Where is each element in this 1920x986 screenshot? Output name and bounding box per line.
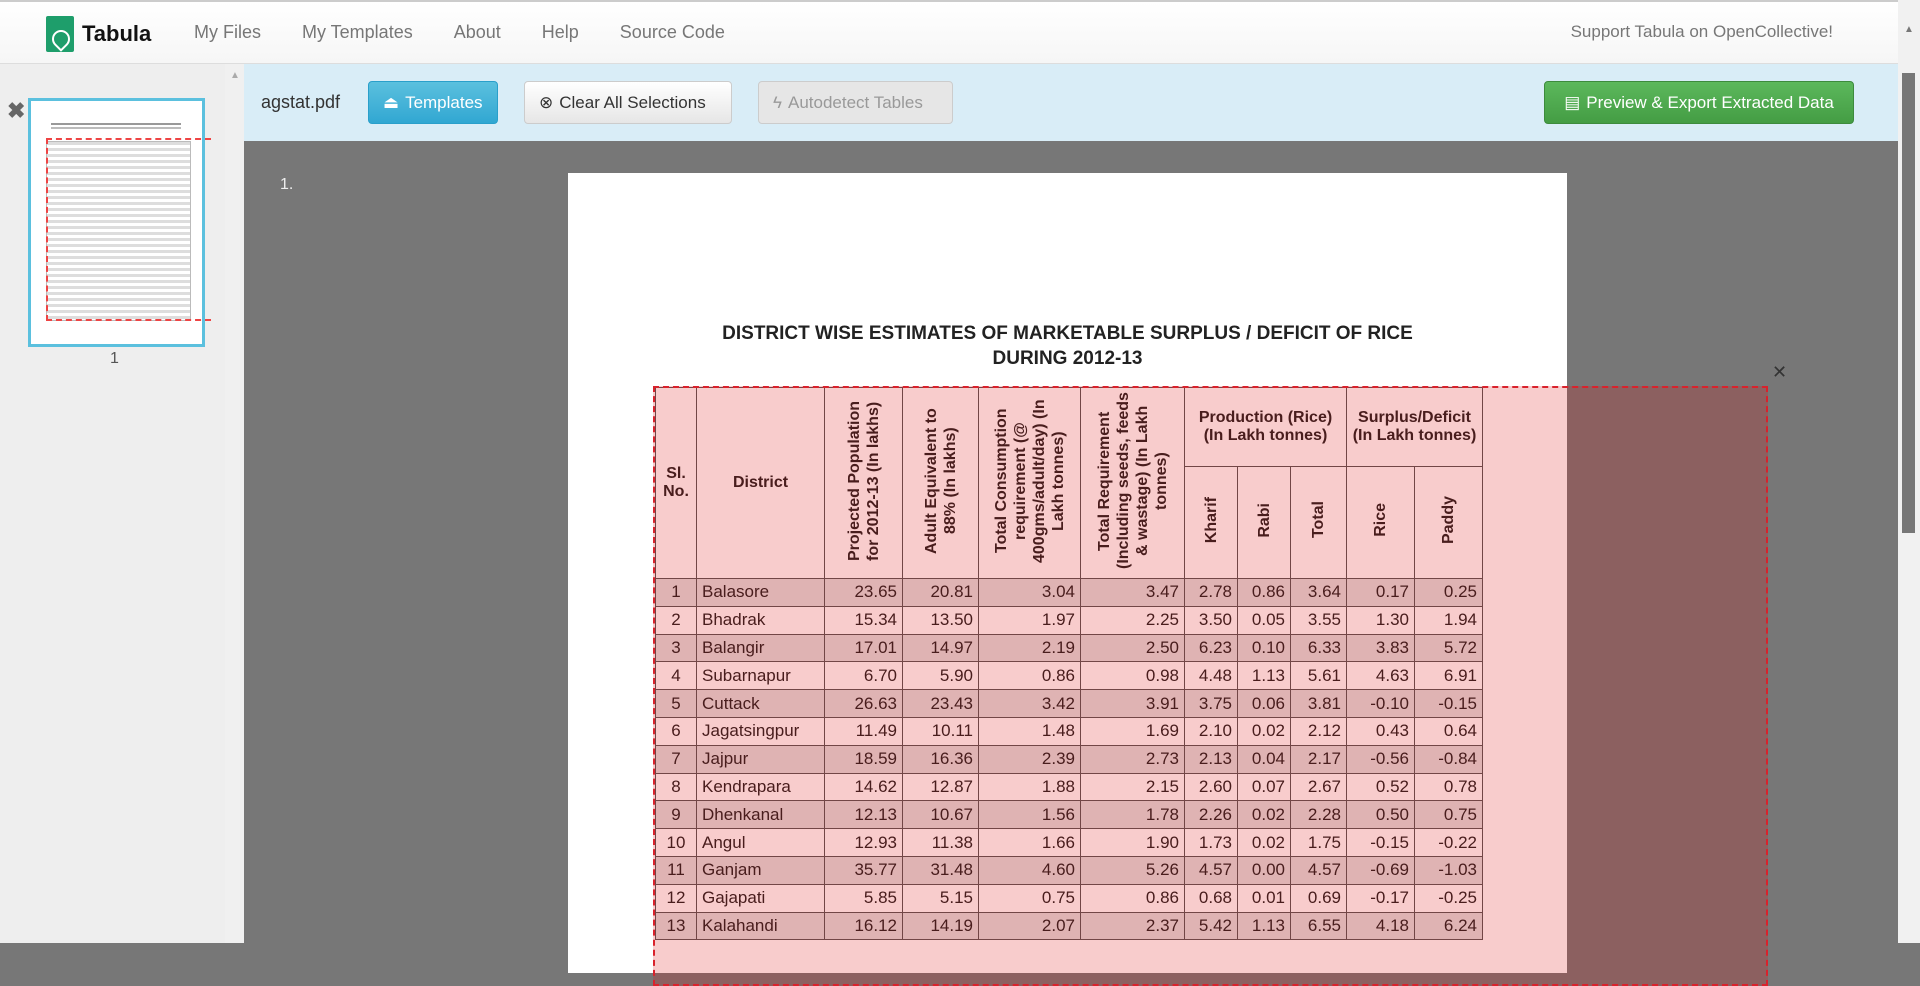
table-cell: -0.56 bbox=[1347, 745, 1415, 773]
preview-export-button[interactable] bbox=[1544, 81, 1854, 124]
table-cell: Kendrapara bbox=[697, 773, 825, 801]
table-cell: 11 bbox=[656, 856, 697, 884]
table-cell: 0.02 bbox=[1238, 717, 1291, 745]
table-cell: 6 bbox=[656, 717, 697, 745]
autodetect-tables-button[interactable] bbox=[758, 81, 953, 124]
table-cell: 0.52 bbox=[1347, 773, 1415, 801]
table-cell: Cuttack bbox=[697, 690, 825, 718]
table-cell: 3.47 bbox=[1081, 579, 1185, 607]
table-cell: 23.65 bbox=[825, 579, 903, 607]
table-cell: 20.81 bbox=[903, 579, 979, 607]
table-cell: 0.86 bbox=[1081, 884, 1185, 912]
table-cell: 2.12 bbox=[1291, 717, 1347, 745]
templates-label: Templates bbox=[405, 92, 483, 112]
table-cell: 6.70 bbox=[825, 662, 903, 690]
table-cell: 1.56 bbox=[979, 801, 1081, 829]
table-cell: 5 bbox=[656, 690, 697, 718]
table-cell: 16.12 bbox=[825, 912, 903, 940]
table-cell: 6.91 bbox=[1415, 662, 1483, 690]
table-cell: -0.25 bbox=[1415, 884, 1483, 912]
table-cell: -0.84 bbox=[1415, 745, 1483, 773]
table-cell: 3.55 bbox=[1291, 606, 1347, 634]
table-cell: 2.26 bbox=[1185, 801, 1238, 829]
table-cell: 10 bbox=[656, 829, 697, 857]
table-cell: 4 bbox=[656, 662, 697, 690]
table-cell: 1.69 bbox=[1081, 717, 1185, 745]
table-cell: 7 bbox=[656, 745, 697, 773]
table-cell: 0.50 bbox=[1347, 801, 1415, 829]
table-cell: 12.87 bbox=[903, 773, 979, 801]
scroll-up-icon[interactable]: ▲ bbox=[230, 70, 240, 81]
table-cell: 9 bbox=[656, 801, 697, 829]
table-cell: 23.43 bbox=[903, 690, 979, 718]
table-cell: 2 bbox=[656, 606, 697, 634]
header-district: District bbox=[697, 388, 825, 579]
table-cell: 2.37 bbox=[1081, 912, 1185, 940]
table-cell: 3.42 bbox=[979, 690, 1081, 718]
table-cell: -1.03 bbox=[1415, 856, 1483, 884]
table-cell: 0.69 bbox=[1291, 884, 1347, 912]
table-cell: 0.68 bbox=[1185, 884, 1238, 912]
table-cell: Dhenkanal bbox=[697, 801, 825, 829]
table-cell: 2.15 bbox=[1081, 773, 1185, 801]
table-cell: 1 bbox=[656, 579, 697, 607]
table-cell: 1.97 bbox=[979, 606, 1081, 634]
table-cell: 3.83 bbox=[1347, 634, 1415, 662]
table-cell: 2.60 bbox=[1185, 773, 1238, 801]
table-cell: 13.50 bbox=[903, 606, 979, 634]
support-link[interactable]: Support Tabula on OpenCollective! bbox=[1570, 22, 1833, 41]
table-cell: 2.28 bbox=[1291, 801, 1347, 829]
table-cell: 4.18 bbox=[1347, 912, 1415, 940]
table-cell: 0.98 bbox=[1081, 662, 1185, 690]
table-cell: 0.75 bbox=[1415, 801, 1483, 829]
header-requirement: Total Requirement (Including seeds, feeds & wastage) (In Lakh tonnes) bbox=[1095, 392, 1170, 569]
title-line-1: DISTRICT WISE ESTIMATES OF MARKETABLE SURPLUS / DEFICIT OF RICE bbox=[722, 323, 1413, 344]
table-cell: Ganjam bbox=[697, 856, 825, 884]
table-cell: 10.11 bbox=[903, 717, 979, 745]
table-cell: 2.13 bbox=[1185, 745, 1238, 773]
brand-link[interactable] bbox=[46, 16, 151, 52]
table-cell: 2.17 bbox=[1291, 745, 1347, 773]
table-cell: -0.10 bbox=[1347, 690, 1415, 718]
header-sl: Sl. No. bbox=[656, 388, 697, 579]
toolbar bbox=[244, 64, 1898, 141]
table-cell: 15.34 bbox=[825, 606, 903, 634]
table-cell: 2.07 bbox=[979, 912, 1081, 940]
flash-icon: ϟ bbox=[773, 92, 782, 112]
close-selection-icon[interactable]: ✕ bbox=[1772, 362, 1788, 382]
table-cell: 2.19 bbox=[979, 634, 1081, 662]
table-cell: Gajapati bbox=[697, 884, 825, 912]
table-cell: 1.78 bbox=[1081, 801, 1185, 829]
table-cell: Bhadrak bbox=[697, 606, 825, 634]
table-cell: 3.64 bbox=[1291, 579, 1347, 607]
table-cell: 13 bbox=[656, 912, 697, 940]
table-cell: 1.30 bbox=[1347, 606, 1415, 634]
page-scrollbar[interactable] bbox=[1898, 0, 1920, 943]
table-cell: 1.13 bbox=[1238, 912, 1291, 940]
table-cell: 12.13 bbox=[825, 801, 903, 829]
header-kharif: Kharif bbox=[1202, 496, 1220, 544]
clear-all-selections-button[interactable] bbox=[524, 81, 732, 124]
table-cell: 2.67 bbox=[1291, 773, 1347, 801]
table-cell: Balangir bbox=[697, 634, 825, 662]
table-cell: 2.50 bbox=[1081, 634, 1185, 662]
table-cell: Jagatsingpur bbox=[697, 717, 825, 745]
table-cell: 5.72 bbox=[1415, 634, 1483, 662]
table-cell: 31.48 bbox=[903, 856, 979, 884]
table-cell: 1.90 bbox=[1081, 829, 1185, 857]
table-cell: 0.64 bbox=[1415, 717, 1483, 745]
table-cell: 6.55 bbox=[1291, 912, 1347, 940]
table-cell: 1.48 bbox=[979, 717, 1081, 745]
table-cell: 1.66 bbox=[979, 829, 1081, 857]
table-cell: 0.06 bbox=[1238, 690, 1291, 718]
table-cell: 0.02 bbox=[1238, 829, 1291, 857]
table-cell: 4.57 bbox=[1185, 856, 1238, 884]
table-cell: Subarnapur bbox=[697, 662, 825, 690]
pdf-title bbox=[568, 321, 1567, 371]
table-cell: -0.69 bbox=[1347, 856, 1415, 884]
nav-my-templates[interactable]: My Templates bbox=[302, 22, 413, 42]
scrollbar-thumb[interactable] bbox=[1902, 73, 1915, 533]
table-cell: -0.15 bbox=[1347, 829, 1415, 857]
export-label: Preview & Export Extracted Data bbox=[1586, 92, 1834, 112]
table-cell: 4.60 bbox=[979, 856, 1081, 884]
title-line-2: DURING 2012-13 bbox=[992, 348, 1143, 369]
table-cell: 5.90 bbox=[903, 662, 979, 690]
page-thumbnail-sidebar bbox=[0, 64, 244, 943]
header-paddy: Paddy bbox=[1440, 495, 1457, 544]
table-cell: 5.85 bbox=[825, 884, 903, 912]
sidebar-scrollbar[interactable] bbox=[225, 64, 244, 943]
table-cell: 18.59 bbox=[825, 745, 903, 773]
table-cell: 0.86 bbox=[979, 662, 1081, 690]
templates-icon: ⏏ bbox=[383, 92, 400, 112]
table-cell: 1.88 bbox=[979, 773, 1081, 801]
table-cell: 35.77 bbox=[825, 856, 903, 884]
nav-help[interactable]: Help bbox=[541, 22, 579, 42]
table-cell: 14.97 bbox=[903, 634, 979, 662]
header-total: Total bbox=[1310, 501, 1327, 539]
table-cell: 1.13 bbox=[1238, 662, 1291, 690]
list-icon: ▤ bbox=[1564, 92, 1581, 112]
table-cell: 5.42 bbox=[1185, 912, 1238, 940]
thumbnail-title bbox=[51, 123, 181, 129]
scroll-up-icon[interactable]: ▲ bbox=[1904, 24, 1914, 35]
table-cell: 1.94 bbox=[1415, 606, 1483, 634]
table-cell: 4.63 bbox=[1347, 662, 1415, 690]
table-cell: 3.75 bbox=[1185, 690, 1238, 718]
table-cell: Kalahandi bbox=[697, 912, 825, 940]
page-thumbnail[interactable] bbox=[28, 98, 205, 347]
table-cell: 5.26 bbox=[1081, 856, 1185, 884]
thumbnail-label: 1 bbox=[110, 350, 119, 367]
page-number: 1. bbox=[280, 176, 294, 193]
table-cell: 0.10 bbox=[1238, 634, 1291, 662]
table-cell: 1.75 bbox=[1291, 829, 1347, 857]
table-cell: 3.50 bbox=[1185, 606, 1238, 634]
table-cell: 12.93 bbox=[825, 829, 903, 857]
clear-label: Clear All Selections bbox=[559, 92, 706, 112]
nav-my-files[interactable]: My Files bbox=[194, 22, 261, 42]
table-cell: 26.63 bbox=[825, 690, 903, 718]
nav-source-code[interactable]: Source Code bbox=[619, 22, 725, 42]
table-cell: -0.22 bbox=[1415, 829, 1483, 857]
table-cell: 16.36 bbox=[903, 745, 979, 773]
table-cell: 12 bbox=[656, 884, 697, 912]
table-cell: 6.33 bbox=[1291, 634, 1347, 662]
table-cell: 11.49 bbox=[825, 717, 903, 745]
table-cell: 0.00 bbox=[1238, 856, 1291, 884]
table-cell: 0.75 bbox=[979, 884, 1081, 912]
table-cell: 0.17 bbox=[1347, 579, 1415, 607]
templates-button[interactable] bbox=[368, 81, 498, 124]
table-cell: 2.78 bbox=[1185, 579, 1238, 607]
close-icon[interactable]: ✖ bbox=[7, 98, 26, 123]
brand-name: Tabula bbox=[82, 21, 152, 46]
table-cell: 8 bbox=[656, 773, 697, 801]
header-production: Production (Rice) (In Lakh tonnes) bbox=[1185, 388, 1347, 467]
header-rice: Rice bbox=[1372, 503, 1389, 537]
navbar bbox=[0, 0, 1898, 64]
table-cell: -0.17 bbox=[1347, 884, 1415, 912]
table-cell: 3.91 bbox=[1081, 690, 1185, 718]
table-cell: 0.78 bbox=[1415, 773, 1483, 801]
nav-about[interactable]: About bbox=[453, 22, 501, 42]
header-population: Projected Population for 2012-13 (In lakhs) bbox=[845, 400, 882, 561]
table-cell: 11.38 bbox=[903, 829, 979, 857]
table-cell: 0.86 bbox=[1238, 579, 1291, 607]
autodetect-label: Autodetect Tables bbox=[788, 92, 923, 112]
table-cell: 3.81 bbox=[1291, 690, 1347, 718]
table-cell: 0.05 bbox=[1238, 606, 1291, 634]
table-cell: 0.02 bbox=[1238, 801, 1291, 829]
table-cell: 3 bbox=[656, 634, 697, 662]
header-consumption: Total Consumption requirement (@ 400gms/adult/day) (In Lakh tonnes) bbox=[992, 398, 1067, 563]
table-cell: 5.15 bbox=[903, 884, 979, 912]
table-cell: 10.67 bbox=[903, 801, 979, 829]
header-surplus: Surplus/Deficit (In Lakh tonnes) bbox=[1347, 388, 1483, 467]
table-cell: 0.25 bbox=[1415, 579, 1483, 607]
table-cell: 4.48 bbox=[1185, 662, 1238, 690]
table-cell: Balasore bbox=[697, 579, 825, 607]
table-cell: Angul bbox=[697, 829, 825, 857]
table-cell: 3.04 bbox=[979, 579, 1081, 607]
table-cell: 2.10 bbox=[1185, 717, 1238, 745]
table-cell: 0.01 bbox=[1238, 884, 1291, 912]
table-cell: 0.07 bbox=[1238, 773, 1291, 801]
table-selection[interactable] bbox=[653, 386, 1768, 986]
table-cell: 14.62 bbox=[825, 773, 903, 801]
table-cell: 0.43 bbox=[1347, 717, 1415, 745]
table-cell: 0.04 bbox=[1238, 745, 1291, 773]
thumbnail-selection bbox=[46, 138, 211, 321]
table-cell: 1.73 bbox=[1185, 829, 1238, 857]
table-cell: 5.61 bbox=[1291, 662, 1347, 690]
table-cell: Jajpur bbox=[697, 745, 825, 773]
header-adult: Adult Equivalent to 88% (In lakhs) bbox=[922, 407, 959, 554]
remove-circle-icon: ⊗ bbox=[539, 92, 554, 112]
table-cell: 2.73 bbox=[1081, 745, 1185, 773]
file-name: agstat.pdf bbox=[261, 92, 341, 112]
table-cell: 17.01 bbox=[825, 634, 903, 662]
table-cell: 6.23 bbox=[1185, 634, 1238, 662]
header-rabi: Rabi bbox=[1255, 502, 1273, 538]
table-cell: 2.39 bbox=[979, 745, 1081, 773]
table-cell: 14.19 bbox=[903, 912, 979, 940]
tabula-logo-icon bbox=[46, 16, 74, 52]
table-cell: 6.24 bbox=[1415, 912, 1483, 940]
table-cell: -0.15 bbox=[1415, 690, 1483, 718]
table-cell: 2.25 bbox=[1081, 606, 1185, 634]
table-cell: 4.57 bbox=[1291, 856, 1347, 884]
